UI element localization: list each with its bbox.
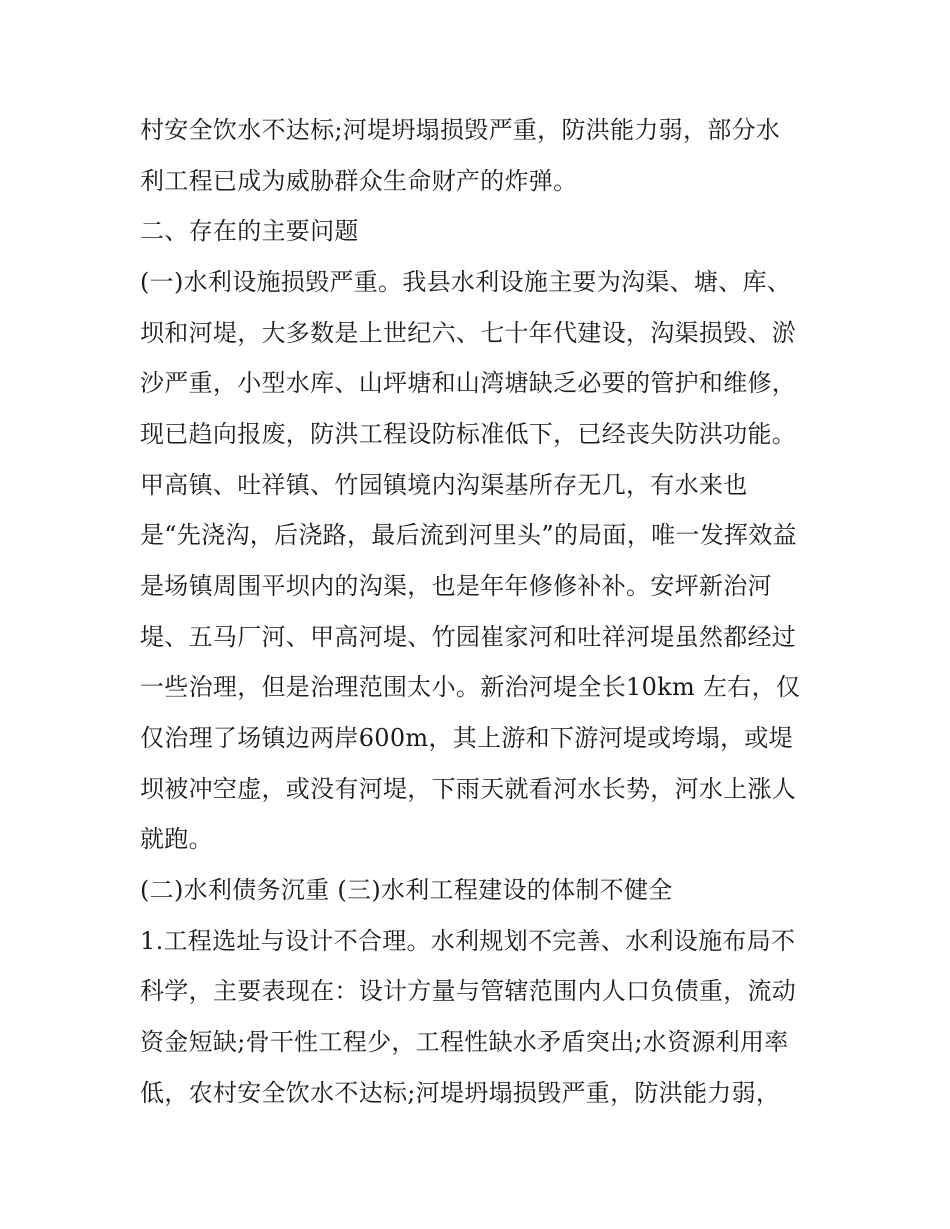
text-line: 坝被冲空虚，或没有河堤，下雨天就看河水长势，河水上涨人 [140,775,797,803]
text-line: 仅治理了场镇边两岸600m，其上游和下游河堤或垮塌，或堤 [140,724,793,752]
text-line: 沙严重，小型水库、山坪塘和山湾塘缺乏必要的管护和维修， [140,369,797,397]
text-line: 低，农村安全饮水不达标;河堤坍塌损毁严重，防洪能力弱， [140,1079,781,1107]
text-line: 一些治理，但是治理范围太小。新治河堤全长10km 左右，仅 [140,673,801,701]
text-line: 科学，主要表现在：设计方量与管辖范围内人口负债重，流动 [140,977,797,1005]
text-line: 利工程已成为威胁群众生命财产的炸弹。 [140,167,578,195]
text-line: 就跑。 [140,825,213,853]
text-line: 是“先浇沟，后浇路，最后流到河里头”的局面，唯一发挥效益 [140,521,797,549]
text-line: 甲高镇、吐祥镇、竹园镇境内沟渠基所存无几，有水来也 [140,471,748,499]
section-heading: 二、存在的主要问题 [140,217,359,245]
text-line: 资金短缺;骨干性工程少，工程性缺水矛盾突出;水资源利用率 [140,1028,789,1056]
text-line: (一)水利设施损毁严重。我县水利设施主要为沟渠、塘、库、 [140,268,792,296]
text-line: 是场镇周围平坝内的沟渠，也是年年修修补补。安坪新治河 [140,572,772,600]
text-line: 坝和河堤，大多数是上世纪六、七十年代建设，沟渠损毁、淤 [140,319,797,347]
text-line: 1.工程选址与设计不合理。水利规划不完善、水利设施布局不 [140,927,796,955]
section-heading: (二)水利债务沉重 (三)水利工程建设的体制不健全 [140,876,673,904]
text-line: 现已趋向报废，防洪工程设防标准低下，已经丧失防洪功能。 [140,420,797,448]
text-line: 堤、五马厂河、甲高河堤、竹园崔家河和吐祥河堤虽然都经过 [140,623,797,651]
text-line: 村安全饮水不达标;河堤坍塌损毁严重，防洪能力弱，部分水 [140,116,781,144]
